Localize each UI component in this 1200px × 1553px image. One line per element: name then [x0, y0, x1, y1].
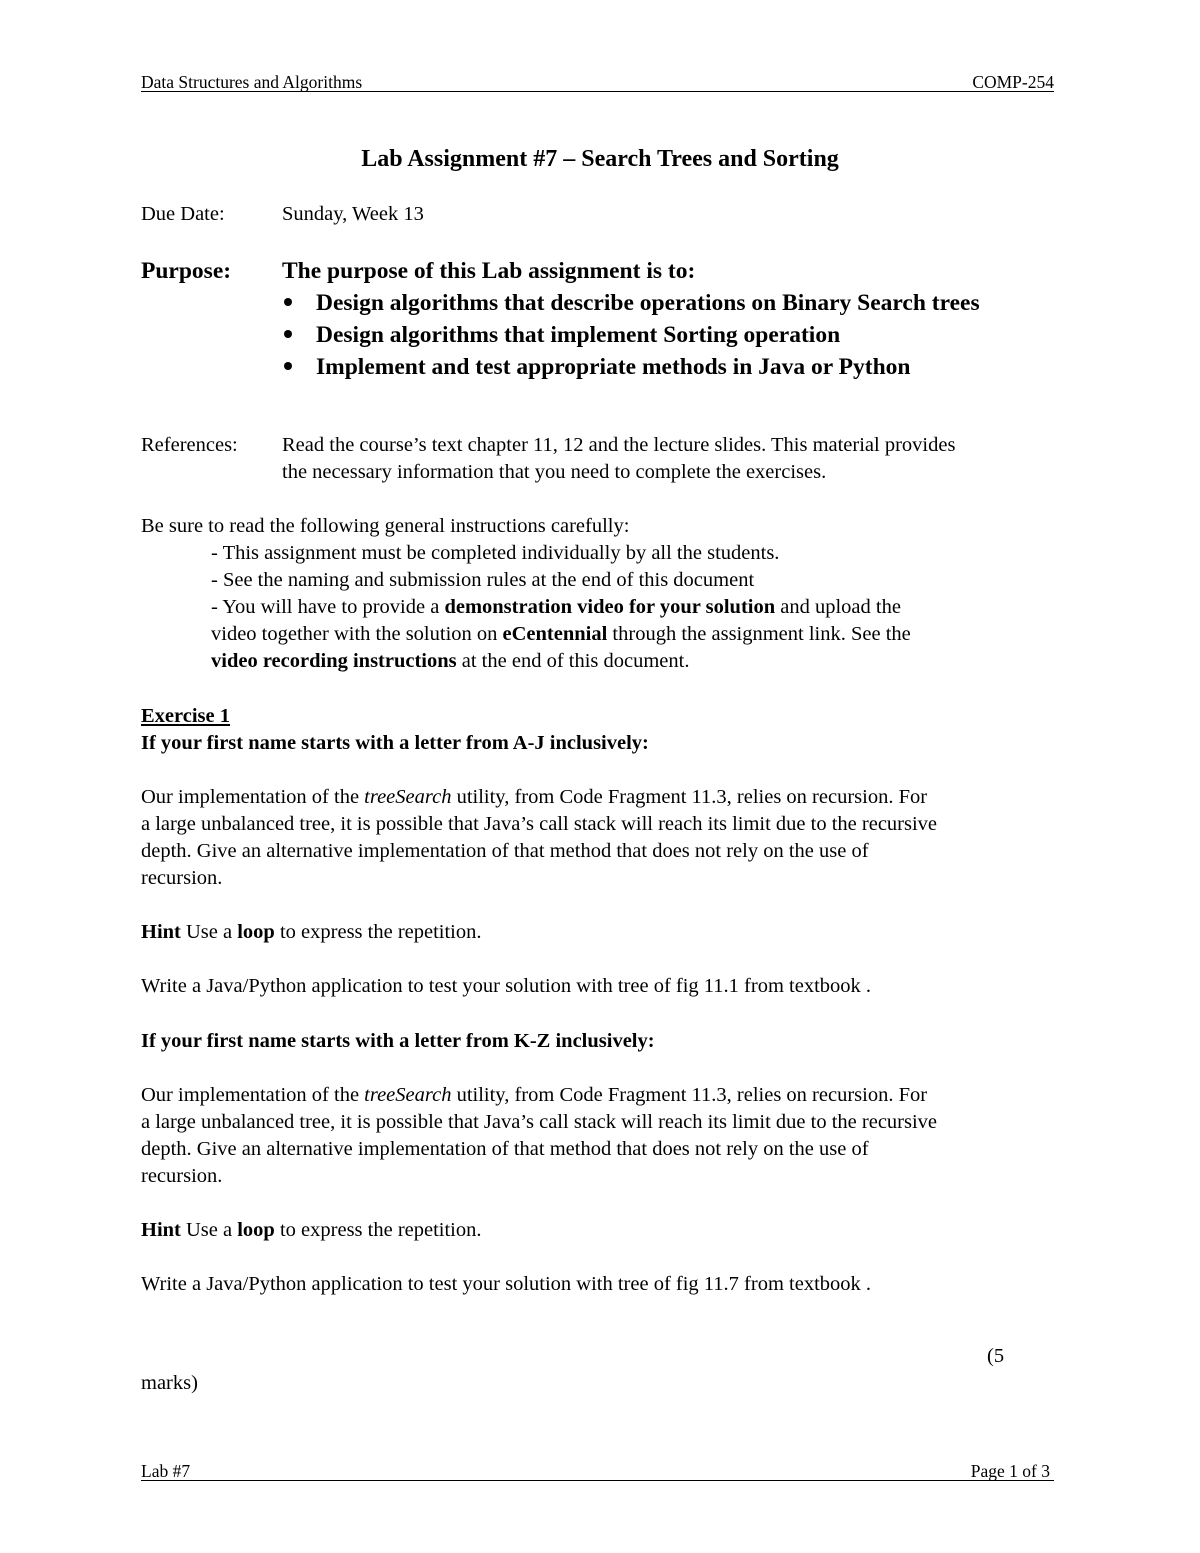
header-rule [141, 91, 1054, 92]
group-kz-paragraph-line-2: a large unbalanced tree, it is possible that Java’s call stack will reach its limit due to the recursive [141, 1111, 938, 1133]
group-kz-paragraph-line-3: depth. Give an alternative implementation of that method that does not rely on the use of [141, 1138, 869, 1160]
instructions-item-3-line-1 [211, 594, 901, 621]
exercise-1-heading [141, 703, 230, 730]
references-line-2: the necessary information that you need to complete the exercises. [282, 461, 827, 483]
bullet-dot-icon [284, 362, 292, 370]
instructions-item-2: - See the naming and submission rules at the end of this document [211, 569, 755, 591]
group-kz-test-instruction: Write a Java/Python application to test your solution with tree of fig 11.7 from textbook . [141, 1273, 872, 1295]
instructions-item-3-text: through the assignment link. See the [607, 623, 911, 645]
paragraph-text: utility, from Code Fragment 11.3, relies on recursion. For [451, 1084, 928, 1106]
ecentennial-emphasis: eCentennial [502, 623, 608, 645]
hint-text: to express the repetition. [274, 921, 482, 943]
group-kz-hint [141, 1217, 482, 1244]
demonstration-video-emphasis: demonstration video for your solution [444, 596, 776, 618]
instructions-intro: Be sure to read the following general instructions carefully: [141, 515, 630, 537]
group-kz-heading [141, 1028, 655, 1055]
group-aj-heading-text: If your first name starts with a letter from A-J inclusively: [141, 732, 649, 754]
due-date-value: Sunday, Week 13 [282, 203, 424, 225]
bullet-dot-icon [284, 330, 292, 338]
hint-text: Use a [180, 1219, 238, 1241]
footer-page-number: Page 1 of 3 [970, 1461, 1050, 1481]
group-kz-heading-text: If your first name starts with a letter from K-Z inclusively: [141, 1030, 655, 1052]
header-course-code: COMP-254 [972, 72, 1054, 92]
hint-text: to express the repetition. [274, 1219, 482, 1241]
instructions-item-3-line-2 [211, 621, 911, 648]
group-aj-paragraph-line-3: depth. Give an alternative implementation of that method that does not rely on the use of [141, 840, 869, 862]
loop-emphasis: loop [237, 1219, 275, 1241]
group-kz-paragraph-line-1 [141, 1082, 927, 1109]
due-date-label: Due Date: [141, 203, 225, 225]
group-aj-paragraph-line-2: a large unbalanced tree, it is possible that Java’s call stack will reach its limit due to the recursive [141, 813, 938, 835]
group-kz-paragraph-line-4: recursion. [141, 1165, 223, 1187]
purpose-bullet-1: Design algorithms that describe operations on Binary Search trees [316, 290, 980, 316]
paragraph-text: Our implementation of the [141, 786, 365, 808]
references-label: References: [141, 434, 238, 456]
instructions-item-3-text: and upload the [775, 596, 901, 618]
treesearch-term: treeSearch [364, 1084, 452, 1106]
group-aj-test-instruction: Write a Java/Python application to test your solution with tree of fig 11.1 from textbook . [141, 975, 872, 997]
group-aj-hint [141, 919, 482, 946]
instructions-item-3-text: video together with the solution on [211, 623, 503, 645]
instructions-item-3-line-3 [211, 648, 689, 675]
group-aj-paragraph-line-1 [141, 784, 927, 811]
footer-rule [141, 1480, 1054, 1481]
exercise-1-heading-text: Exercise 1 [141, 705, 230, 727]
hint-label: Hint [141, 1219, 181, 1241]
paragraph-text: utility, from Code Fragment 11.3, relies on recursion. For [451, 786, 928, 808]
header-course-name: Data Structures and Algorithms [141, 72, 363, 92]
instructions-item-1: - This assignment must be completed individually by all the students. [211, 542, 780, 564]
instructions-item-3-text: - You will have to provide a [211, 596, 445, 618]
references-line-1: Read the course’s text chapter 11, 12 and the lecture slides. This material provides [282, 434, 956, 456]
loop-emphasis: loop [237, 921, 275, 943]
group-aj-heading [141, 730, 649, 757]
page-title: Lab Assignment #7 – Search Trees and Sorting [361, 146, 839, 172]
footer-lab: Lab #7 [141, 1461, 191, 1481]
marks-close: marks) [141, 1372, 198, 1394]
group-aj-paragraph-line-4: recursion. [141, 867, 223, 889]
paragraph-text: Our implementation of the [141, 1084, 365, 1106]
bullet-dot-icon [284, 298, 292, 306]
purpose-intro: The purpose of this Lab assignment is to: [282, 258, 696, 284]
hint-text: Use a [180, 921, 238, 943]
purpose-bullet-2: Design algorithms that implement Sorting operation [316, 322, 841, 348]
hint-label: Hint [141, 921, 181, 943]
instructions-item-3-text: at the end of this document. [456, 650, 690, 672]
purpose-label: Purpose: [141, 258, 232, 284]
video-recording-emphasis: video recording instructions [211, 650, 457, 672]
treesearch-term: treeSearch [364, 786, 452, 808]
marks-open: (5 [987, 1345, 1005, 1367]
purpose-bullet-3: Implement and test appropriate methods in Java or Python [316, 354, 911, 380]
